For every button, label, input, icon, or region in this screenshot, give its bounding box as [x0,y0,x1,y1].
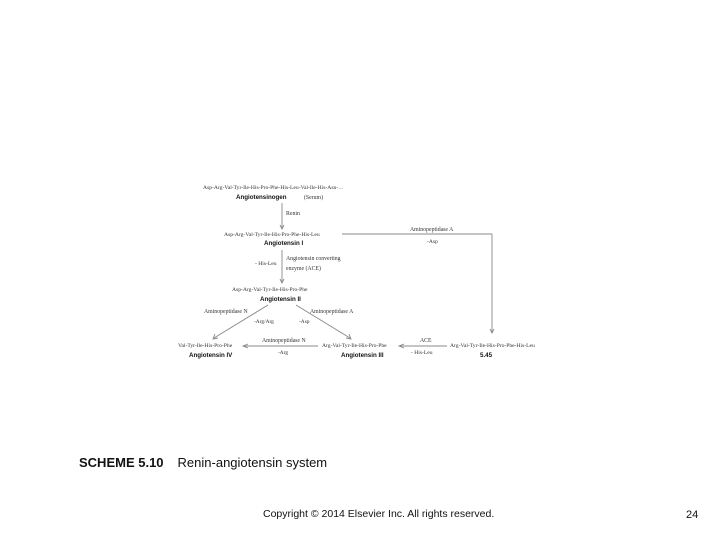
ace-label-line1: Angiotensin converting [286,256,341,262]
his-leu-right: - His-Leu [411,350,433,356]
renin-label: Renin [286,211,300,217]
ace-label-line2: enzyme (ACE) [286,266,321,272]
compound-5-45-label: 5.45 [480,352,493,359]
page-number: 24 [686,509,699,521]
angiotensinogen-label: Angiotensinogen [236,194,287,201]
aminopeptidase-a-right-label: Aminopeptidase A [410,227,454,233]
scheme-caption [79,455,327,470]
copyright-footer: Copyright © 2014 Elsevier Inc. All rights reserved. [263,508,495,520]
scheme-caption-text: Renin-angiotensin system [177,455,328,470]
angiotensin-3-label: Angiotensin III [341,352,384,359]
minus-asp-mid: -Asp [299,319,310,325]
angiotensin-4-label: Angiotensin IV [189,352,233,359]
his-leu-removed: - His-Leu [255,261,277,267]
ace-right-label: ACE [420,338,432,344]
angiotensinogen-sequence: Asp-Arg-Val-Tyr-Ile-His-Pro-Phe-His-Leu-Val-Ile-His-Asn-… [203,185,344,191]
minus-asp-right: -Asp [427,239,438,245]
angiotensin-3-sequence: Arg-Val-Tyr-Ile-His-Pro-Phe [322,343,387,349]
aminopeptidase-n-left-label: Aminopeptidase N [204,309,248,315]
angiotensin-2-label: Angiotensin II [260,296,301,303]
minus-arg-bottom: -Arg [278,350,289,356]
angiotensin-1-label: Angiotensin I [264,240,304,247]
aminopeptidase-n-bottom-label: Aminopeptidase N [262,338,306,344]
minus-arg-left: -Arg/Arg [254,319,274,325]
compound-5-45-sequence: Arg-Val-Tyr-Ile-His-Pro-Phe-His-Leu [450,343,535,349]
aminopeptidase-a-mid-label: Aminopeptidase A [310,309,354,315]
angiotensin-1-sequence: Asp-Arg-Val-Tyr-Ile-His-Pro-Phe-His-Leu [224,232,320,238]
angiotensinogen-note: (Serum) [304,195,323,201]
angiotensin-4-sequence: Val-Tyr-Ile-His-Pro-Phe [178,343,233,349]
scheme-caption-label: SCHEME 5.10 [79,455,164,470]
angiotensin-2-sequence: Asp-Arg-Val-Tyr-Ile-His-Pro-Phe [232,287,308,293]
